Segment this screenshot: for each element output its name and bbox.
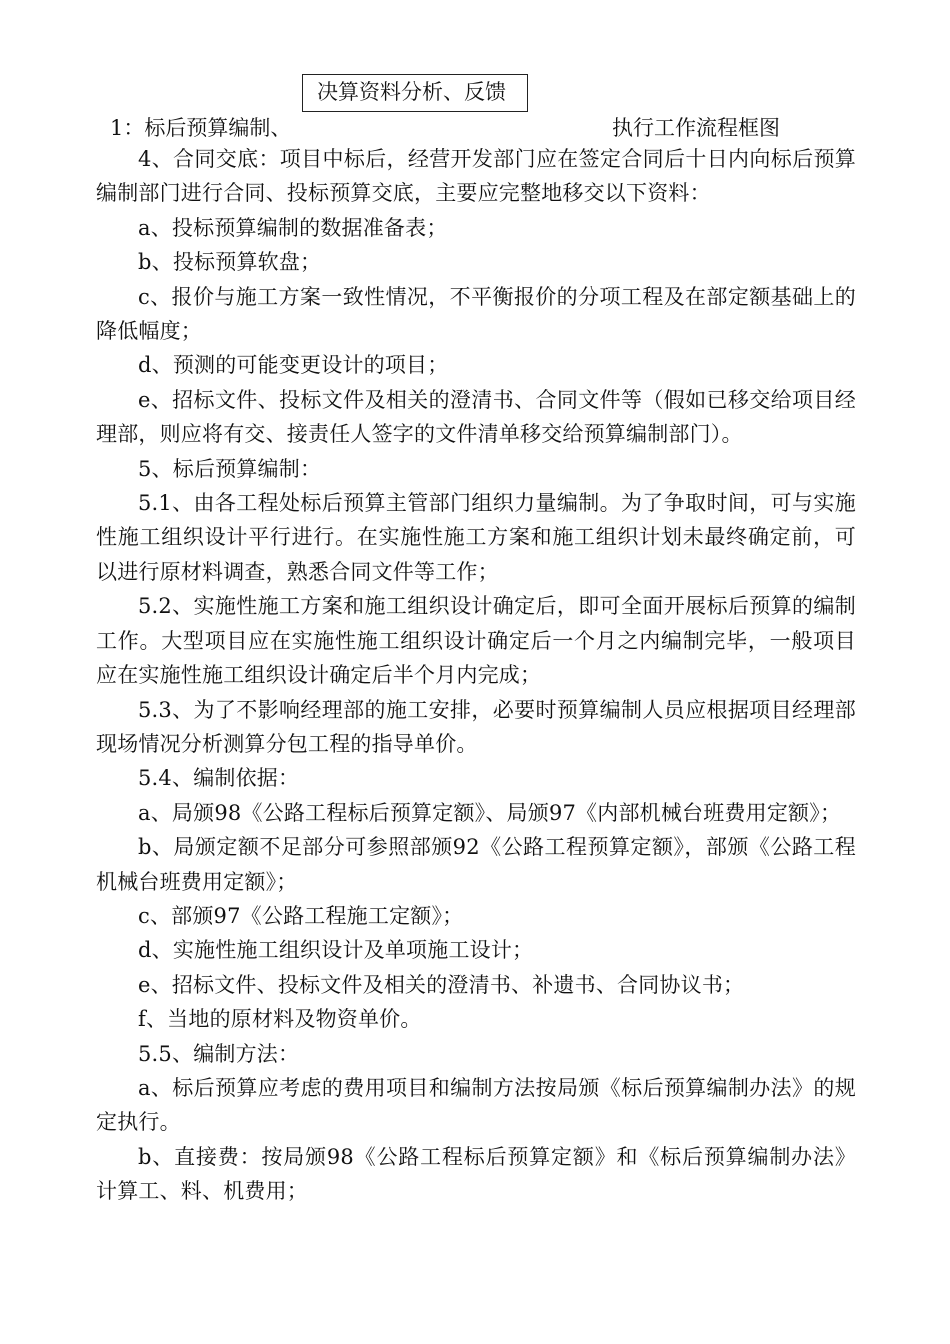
flowchart-box: 决算资料分析、反馈: [302, 74, 528, 112]
paragraph: 5.5、编制方法：: [138, 1041, 300, 1066]
paragraph: a、局颁98《公路工程标后预算定额》、局颁97《内部机械台班费用定额》；: [138, 800, 842, 825]
paragraph: 5.3、为了不影响经理部的施工安排，必要时预算编制人员应根据项目经理部现场情况分析测算分包工程的指导单价。: [96, 697, 856, 756]
paragraph: b、局颁定额不足部分可参照部颁92《公路工程预算定额》，部颁《公路工程机械台班费用定额》；: [96, 835, 856, 894]
paragraph: b、直接费：按局颁98《公路工程标后预算定额》和《标后预算编制办法》计算工、料、机费用；: [96, 1144, 856, 1204]
paragraph: 4、合同交底：项目中标后，经营开发部门应在签定合同后十日内向标后预算编制部门进行合同、投标预算交底，主要应完整地移交以下资料：: [96, 147, 856, 206]
paragraph: e、招标文件、投标文件及相关的澄清书、补遗书、合同协议书；: [138, 972, 745, 997]
heading-right-text: 执行工作流程框图: [612, 116, 780, 140]
paragraph: e、招标文件、投标文件及相关的澄清书、合同文件等（假如已移交给项目经理部，则应将有交、接责任人签字的文件清单移交给预算编制部门）。: [96, 387, 856, 447]
paragraph: 5.4、编制依据：: [138, 766, 300, 791]
paragraph: d、实施性施工组织设计及单项施工设计；: [138, 938, 534, 963]
paragraph: 5.2、实施性施工方案和施工组织设计确定后，即可全面开展标后预算的编制工作。大型项目应在实施性施工组织设计确定后一个月之内编制完毕，一般项目应在实施性施工组织设计确定后半个月内完成；: [96, 594, 856, 688]
paragraph: 5、标后预算编制：: [138, 456, 322, 481]
paragraph: f、当地的原材料及物资单价。: [138, 1007, 422, 1032]
section-heading: [0, 110, 950, 146]
paragraph: c、报价与施工方案一致性情况，不平衡报价的分项工程及在部定额基础上的降低幅度；: [96, 284, 856, 344]
heading-left-text: 1：标后预算编制、: [110, 116, 292, 140]
body-text: [96, 142, 856, 1209]
paragraph: a、投标预算编制的数据准备表；: [138, 215, 448, 240]
paragraph: 5.1、由各工程处标后预算主管部门组织力量编制。为了争取时间，可与实施性施工组织设计平行进行。在实施性施工方案和施工组织计划未最终确定前，可以进行原材料调查，熟悉合同文件等工作；: [96, 491, 856, 584]
paragraph: a、标后预算应考虑的费用项目和编制方法按局颁《标后预算编制办法》的规定执行。: [96, 1075, 856, 1135]
paragraph: d、预测的可能变更设计的项目；: [138, 353, 449, 378]
paragraph: c、部颁97《公路工程施工定额》；: [138, 903, 464, 928]
paragraph: b、投标预算软盘；: [138, 250, 322, 275]
